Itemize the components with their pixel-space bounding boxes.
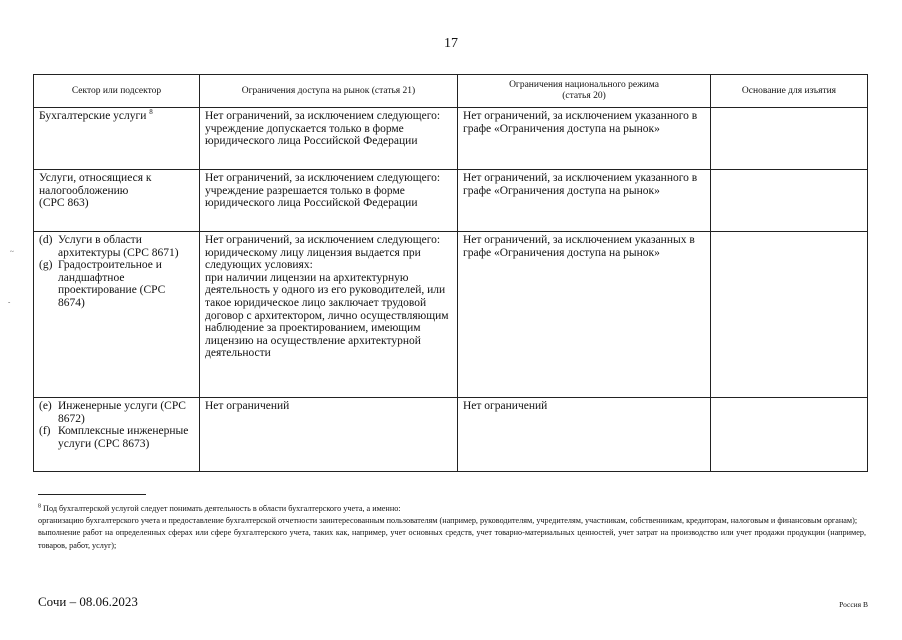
market-access-text: учреждение разрешается только в форме юридического лица Российской Федерации <box>205 184 418 210</box>
market-access-cell <box>200 232 458 398</box>
basis-cell <box>711 398 868 472</box>
basis-cell <box>711 232 868 398</box>
list-item-text: Градостроительное и ландшафтное проектирование (CPC 8674) <box>58 259 166 309</box>
national-treatment-cell <box>458 232 711 398</box>
market-access-text: учреждение допускается только в форме юридического лица Российской Федерации <box>205 122 418 148</box>
list-item <box>39 259 194 309</box>
table-row <box>34 398 868 472</box>
sector-cell <box>34 108 200 170</box>
table-row <box>34 170 868 232</box>
market-access-text: Нет ограничений <box>205 400 290 412</box>
footer-country: Россия B <box>839 600 868 609</box>
market-access-text: при наличии лицензии на архитектурную деятельность у одного из его руководителей, или такое юридическое лицо заключает трудовой договор с архитектором, лично осуществляющим наблюдение за проектированием, имеющим лицензию на осуществление архитектурной деятельности <box>205 271 449 360</box>
list-item-text: Услуги в области архитектуры (CPC 8671) <box>58 234 179 259</box>
table-header-row <box>34 75 868 108</box>
list-item-text: Инженерные услуги (CPC 8672) <box>58 400 186 425</box>
footnote-line: выполнение работ на определенных сферах или сфере бухгалтерского учета, таких как, например, учет основных средств, учет товарно-материальных ценностей, учет затрат на производство или учет продажи продукции (например, товаров, работ, услуг); <box>38 528 866 550</box>
sector-cell <box>34 232 200 398</box>
market-access-text: юридическому лицу лицензия выдается при следующих условиях: <box>205 246 421 272</box>
table-row <box>34 108 868 170</box>
market-access-text: Нет ограничений, за исключением следующего: <box>205 172 441 184</box>
list-item <box>39 400 194 425</box>
sector-list <box>39 400 194 450</box>
list-item-text: Комплексные инженерные услуги (CPC 8673) <box>58 425 189 450</box>
margin-mark: ~ <box>10 248 14 256</box>
header-national-treatment: Ограничения национального режима (статья 20) <box>458 75 711 108</box>
sector-cell <box>34 398 200 472</box>
sector-list <box>39 234 194 310</box>
national-treatment-cell <box>458 170 711 232</box>
national-treatment-text: Нет ограничений, за исключением указанных в графе «Ограничения доступа на рынок» <box>463 234 695 259</box>
page-number: 17 <box>444 36 458 51</box>
market-access-cell <box>200 398 458 472</box>
list-item-label: (e) <box>39 400 52 412</box>
sector-text: Услуги, относящиеся к налогообложению (CPC 863) <box>39 172 152 210</box>
footnote-line: организацию бухгалтерского учета и предоставление бухгалтерской отчетности заинтересованным пользователям (например, руководителям, учредителям, участникам, собственникам, кредиторам, налоговым и финансовым органам); <box>38 516 858 526</box>
footnote-line <box>38 503 866 515</box>
restrictions-table <box>33 74 868 472</box>
list-item <box>39 234 194 259</box>
national-treatment-text: Нет ограничений, за исключением указанного в графе «Ограничения доступа на рынок» <box>463 172 698 197</box>
basis-cell <box>711 108 868 170</box>
sector-text: Бухгалтерские услуги <box>39 110 147 122</box>
national-treatment-cell <box>458 398 711 472</box>
table-row <box>34 232 868 398</box>
list-item <box>39 425 194 450</box>
market-access-text: Нет ограничений, за исключением следующего: <box>205 110 441 122</box>
list-item-label: (d) <box>39 234 53 246</box>
footnote-reference[interactable]: 8 <box>149 108 153 117</box>
basis-cell <box>711 170 868 232</box>
header-sector: Сектор или подсектор <box>34 75 200 108</box>
footnote-mark: 8 <box>38 503 41 510</box>
national-treatment-text: Нет ограничений, за исключением указанного в графе «Ограничения доступа на рынок» <box>463 110 698 135</box>
footnote-text: Под бухгалтерской услугой следует понимать деятельность в области бухгалтерского учета, а именно: <box>43 504 401 513</box>
market-access-text: Нет ограничений, за исключением следующего: <box>205 234 441 246</box>
market-access-cell <box>200 108 458 170</box>
list-item-label: (g) <box>39 259 53 272</box>
list-item-label: (f) <box>39 425 51 438</box>
national-treatment-cell <box>458 108 711 170</box>
header-market-access: Ограничения доступа на рынок (статья 21) <box>200 75 458 108</box>
footnotes <box>38 503 866 552</box>
footnote-separator <box>38 494 146 495</box>
margin-mark: - <box>8 298 11 306</box>
sector-cell <box>34 170 200 232</box>
market-access-cell <box>200 170 458 232</box>
header-basis: Основание для изъятия <box>711 75 868 108</box>
national-treatment-text: Нет ограничений <box>463 400 548 412</box>
footer-location-date: Сочи – 08.06.2023 <box>38 594 138 609</box>
